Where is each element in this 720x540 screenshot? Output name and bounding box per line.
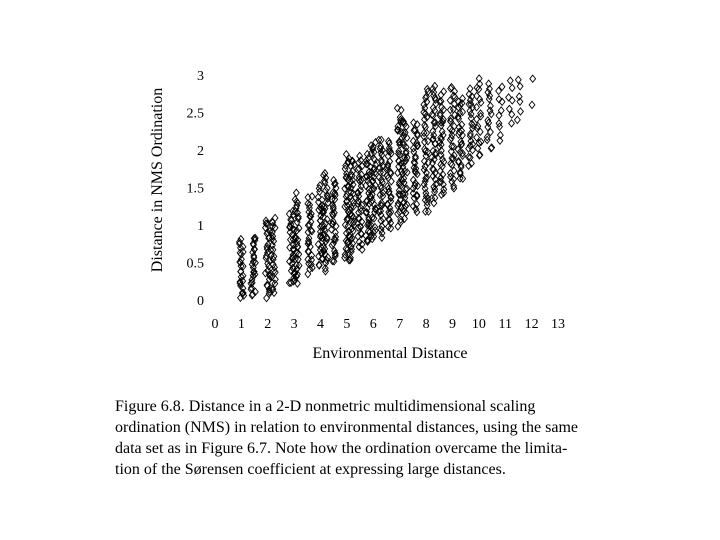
x-tick-label: 4 <box>317 317 325 332</box>
x-tick-label: 1 <box>237 317 245 332</box>
x-tick-label: 7 <box>396 317 404 332</box>
data-point <box>506 94 512 101</box>
x-tick-label: 8 <box>422 317 430 332</box>
data-point <box>478 99 484 106</box>
y-tick-label: 3 <box>197 69 204 84</box>
data-point <box>474 104 480 111</box>
x-tick-label: 11 <box>498 317 512 332</box>
data-point <box>379 223 385 230</box>
figure-caption <box>115 396 655 480</box>
data-point <box>378 226 384 233</box>
y-tick-label: 0.5 <box>186 256 204 272</box>
y-tick-label: 1.5 <box>186 181 204 197</box>
y-tick-label: 2.5 <box>186 106 204 122</box>
data-point <box>477 96 483 103</box>
data-point <box>507 77 513 84</box>
data-point <box>509 84 515 91</box>
x-axis-title: Environmental Distance <box>312 345 468 362</box>
data-point <box>293 189 299 196</box>
y-axis-tick-labels <box>187 69 205 309</box>
x-tick-label: 5 <box>343 317 351 332</box>
y-tick-label: 0 <box>197 294 204 309</box>
data-point <box>498 107 504 114</box>
data-point <box>509 120 515 127</box>
data-point <box>509 97 515 104</box>
x-axis-tick-labels <box>212 317 566 332</box>
data-point <box>496 112 502 119</box>
data-point <box>488 110 494 117</box>
data-point <box>305 270 311 277</box>
x-tick-label: 2 <box>264 317 272 332</box>
y-axis-title: Distance in NMS Ordination <box>149 87 166 273</box>
data-point <box>272 214 278 221</box>
y-tick-label: 2 <box>197 144 204 159</box>
data-point <box>388 178 394 185</box>
data-point <box>264 295 270 302</box>
x-tick-label: 9 <box>448 317 456 332</box>
data-point <box>530 75 536 82</box>
data-point <box>514 116 520 123</box>
x-tick-label: 3 <box>290 317 298 332</box>
x-tick-label: 0 <box>211 317 219 332</box>
x-tick-label: 6 <box>369 317 377 332</box>
data-point <box>379 223 385 230</box>
data-point <box>467 85 473 92</box>
data-point <box>238 251 244 258</box>
x-tick-label: 12 <box>524 317 539 332</box>
data-point <box>395 223 401 230</box>
caption-line-4: tion of the Sørensen coefficient at expressing large distances. <box>115 461 506 478</box>
x-tick-label: 10 <box>471 317 486 332</box>
caption-line-2: ordination (NMS) in relation to environmental distances, using the same <box>115 419 579 436</box>
caption-line-1: Figure 6.8. Distance in a 2-D nonmetric multidimensional scaling <box>115 398 536 415</box>
data-point <box>529 101 535 108</box>
data-points <box>237 75 536 302</box>
y-tick-label: 1 <box>197 219 204 234</box>
data-point <box>518 108 524 115</box>
caption-line-3: data set as in Figure 6.7. Note how the ordination overcame the limita- <box>115 440 568 457</box>
x-tick-label: 13 <box>551 317 565 332</box>
